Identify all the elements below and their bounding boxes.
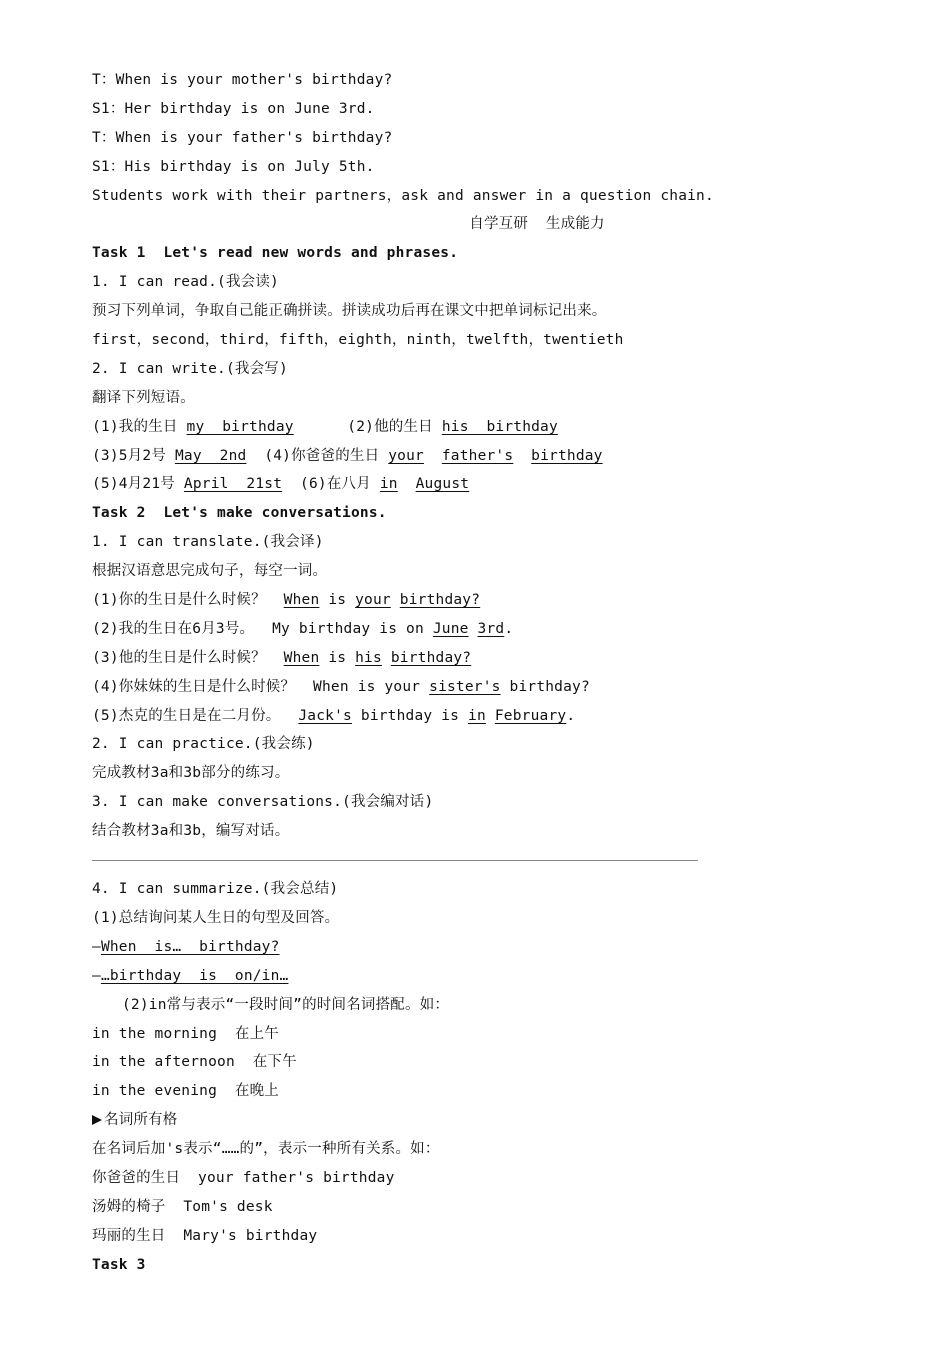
task1-item1-instruction: 预习下列单词，争取自己能正确拼读。拼读成功后再在课文中把单词标记出来。 xyxy=(92,303,607,320)
time-example: in the evening 在晚上 xyxy=(92,1083,279,1100)
sentence-answer: his xyxy=(355,649,382,666)
task1-item2-instruction: 翻译下列短语。 xyxy=(92,389,195,406)
task2-item2-instruction: 完成教材3a和3b部分的练习。 xyxy=(92,765,290,782)
phrase-answer: August xyxy=(415,476,470,493)
phrase-row xyxy=(92,470,872,499)
dialog-line: T：When is your mother's birthday? xyxy=(92,72,393,88)
phrase-row xyxy=(92,413,872,442)
phrase-answer: father's xyxy=(441,447,514,464)
sentence-prompt: (2)我的生日在6月3号。 My birthday is on xyxy=(92,620,433,637)
task2-item1: 1. I can translate.(我会译) xyxy=(92,534,324,551)
task2-item1-instruction: 根据汉语意思完成句子，每空一词。 xyxy=(92,563,328,580)
sentence-text: . xyxy=(566,707,576,724)
pattern-answer: …birthday is on/in… xyxy=(100,967,289,984)
phrase-answer: April 21st xyxy=(183,476,283,493)
task3-title: Task 3 xyxy=(92,1256,146,1273)
sentence-answer: When xyxy=(283,649,320,666)
possessive-example: 玛丽的生日 Mary's birthday xyxy=(92,1227,318,1244)
sentence-text: . xyxy=(504,620,514,637)
phrase-answer: my birthday xyxy=(186,418,294,435)
phrase-prompt: (2)他的生日 xyxy=(347,418,442,435)
dialog-line: T：When is your father's birthday? xyxy=(92,129,393,146)
phrase-prompt: (4)你爸爸的生日 xyxy=(264,447,389,464)
task2-title: Task 2 Let's make conversations. xyxy=(92,505,387,522)
task1-item1: 1. I can read.(我会读) xyxy=(92,274,279,291)
phrase-prompt: (5)4月21号 xyxy=(92,476,184,493)
sentence-text: is xyxy=(319,649,356,666)
task1-item2: 2. I can write.(我会写) xyxy=(92,360,288,377)
phrase-answer: in xyxy=(379,476,398,493)
sentence-answer: Jack's xyxy=(298,707,352,724)
time-example: in the morning 在上午 xyxy=(92,1025,279,1042)
phrase-answer: May 2nd xyxy=(174,447,247,464)
task2-item2: 2. I can practice.(我会练) xyxy=(92,736,315,753)
sentence-answer: 3rd xyxy=(477,620,505,637)
sentence-answer: When xyxy=(283,592,320,609)
sentence-answer: June xyxy=(432,620,469,637)
possessive-heading xyxy=(92,1106,872,1135)
sentence-prompt: (3)他的生日是什么时候？ xyxy=(92,649,284,666)
possessive-example: 汤姆的椅子 Tom's desk xyxy=(92,1198,273,1215)
summary-point: (1)总结询问某人生日的句型及回答。 xyxy=(92,909,340,926)
section-title: 自学互研 生成能力 xyxy=(469,216,605,233)
pattern-answer: When is… birthday? xyxy=(100,938,280,955)
task2-item4: 4. I can summarize.(我会总结) xyxy=(92,881,339,898)
pattern-question xyxy=(92,933,872,962)
sentence-row xyxy=(92,586,872,615)
phrase-answer: his birthday xyxy=(441,418,558,435)
sentence-answer: in xyxy=(468,707,486,724)
sentence-row xyxy=(92,644,872,673)
summary-point: (2)in常与表示“一段时间”的时间名词搭配。如： xyxy=(122,996,450,1013)
dialog-line: Students work with their partners，ask and answer in a question chain. xyxy=(92,187,714,204)
phrase-prompt: (1)我的生日 xyxy=(92,418,187,435)
possessive-title: 名词所有格 xyxy=(104,1112,178,1129)
sentence-row xyxy=(92,673,872,702)
sentence-text: is xyxy=(319,592,356,609)
possessive-instruction: 在名词后加's表示“……的”，表示一种所有关系。如： xyxy=(92,1141,440,1158)
pattern-reply xyxy=(92,962,872,991)
sentence-prompt: (4)你妹妹的生日是什么时候？ When is your xyxy=(92,678,430,695)
dialog-line: S1：His birthday is on July 5th. xyxy=(92,158,375,175)
task2-item3-instruction: 结合教材3a和3b，编写对话。 xyxy=(92,823,290,840)
sentence-answer: your xyxy=(355,592,391,609)
dash-mark: — xyxy=(92,967,101,984)
dash-mark: — xyxy=(92,938,101,955)
sentence-prompt: (1)你的生日是什么时候？ xyxy=(92,592,284,609)
task2-item3: 3. I can make conversations.(我会编对话) xyxy=(92,794,434,811)
dialog-line: S1：Her birthday is on June 3rd. xyxy=(92,100,375,117)
sentence-answer: February xyxy=(494,707,567,724)
phrase-prompt: (6)在八月 xyxy=(300,476,380,493)
sentence-row xyxy=(92,615,872,644)
sentence-answer: birthday? xyxy=(399,592,481,609)
word-list: first，second，third，fifth，eighth，ninth，twelfth，twentieth xyxy=(92,332,624,349)
triangle-bullet-icon xyxy=(92,1115,102,1125)
sentence-text: birthday? xyxy=(500,678,590,695)
possessive-example: 你爸爸的生日 your father's birthday xyxy=(92,1169,395,1186)
writing-line-divider xyxy=(92,860,698,861)
phrase-answer: your xyxy=(388,447,424,464)
worksheet-page xyxy=(92,66,872,1280)
phrase-prompt: (3)5月2号 xyxy=(92,447,175,464)
sentence-prompt: (5)杰克的生日是在二月份。 xyxy=(92,707,299,724)
sentence-answer: birthday? xyxy=(390,649,472,666)
task1-title: Task 1 Let's read new words and phrases. xyxy=(92,245,459,262)
time-example: in the afternoon 在下午 xyxy=(92,1054,297,1071)
sentence-text: birthday is xyxy=(351,707,469,724)
phrase-row xyxy=(92,442,872,471)
phrase-answer: birthday xyxy=(531,447,603,464)
sentence-answer: sister's xyxy=(429,678,501,695)
sentence-row xyxy=(92,702,872,731)
